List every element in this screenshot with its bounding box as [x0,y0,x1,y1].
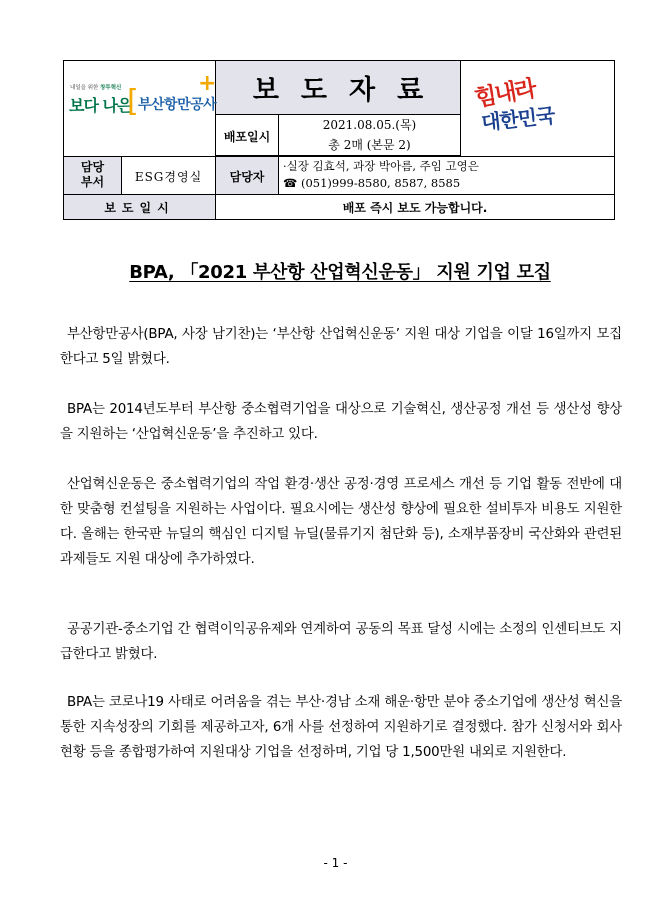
contact-label-cell [216,156,279,194]
press-release-title: 보도자료 [252,75,446,106]
embargo-value-cell [216,194,615,219]
article-headline: BPA, 「2021 부산항 산업혁신운동」 지원 기업 모집 [129,262,551,283]
article-paragraph-2: BPA는 2014년도부터 부산항 중소협력기업을 대상으로 기술혁신, 생산공정 개선 등 생산성 향상을 지원하는 ‘산업혁신운동’을 추진하고 있다. [60,402,622,442]
page-number: - 1 - [323,856,348,870]
dept-value: ESG경영실 [134,169,203,184]
embargo-value: 배포 즉시 보도 가능합니다. [342,201,488,215]
distribution-date-cell [279,115,461,157]
logo-tagline: 내일을 위한 창투혁신 [70,85,122,91]
embargo-label-cell [64,194,216,219]
logo-org-name: 부산항만공사 [138,97,217,113]
page-count: 총 2매 (본문 2) [328,138,411,152]
article-paragraph-4: 공공기관-중소기업 간 협력이익공유제와 연계하여 공동의 목표 달성 시에는 소정의 인센티브도 지급한다고 밝혔다. [60,622,622,662]
distribution-date-label-cell [216,115,279,157]
logo-brand-main: 보다 나은 [69,96,132,115]
dept-label-cell [64,156,122,194]
contact-people: ·실장 김효석, 과장 박아름, 주임 고영은 [283,159,479,174]
phone-icon: ☎ [283,176,298,191]
logo-plus-icon: + [198,71,217,96]
contact-phone-line [283,175,614,192]
contact-label: 담당자 [229,169,265,184]
article-paragraph-5: BPA는 코로나19 사태로 어려움을 겪는 부산·경남 소재 해운·항만 분야 중소기업에 생산성 혁신을 통한 지속성장의 기회를 제공하고자, 6개 사를 선정하여 지원하기로 결정했다. 참가 신청서와 회사현황 등을 종합평가하여 지원대상 기업을 선정하며, 기업 당 1,500만원 내외로 지원한다. [60,695,622,760]
slogan-line1: 힘내라 [472,75,537,113]
slogan-line2: 대한민국 [480,103,556,135]
press-release-header-table [63,60,615,220]
logo-bracket-icon: [ [127,84,139,119]
dept-label: 담당 부서 [80,160,105,189]
embargo-label: 보도일시 [104,201,175,215]
contact-cell [279,156,615,194]
distribution-date-label: 배포일시 [223,129,271,144]
press-release-title-cell [216,61,461,115]
article-paragraph-3: 산업혁신운동은 중소협력기업의 작업 환경·생산 공정·경영 프로세스 개선 등 기업 활동 전반에 대한 맞춤형 컨설팅을 지원하는 사업이다. 필요시에는 생산성 향상에 필요한 설비투자 비용도 지원한다. 올해는 한국판 뉴딜의 핵심인 디지털 뉴딜(물류기지 첨단화 등), 소재부품장비 국산화와 관련된 과제들도 지원 대상에 추가하였다. [60,477,622,567]
distribution-date: 2021.08.05.(목) [322,118,417,132]
slogan-logo [461,61,615,157]
contact-phone: (051)999-8580, 8587, 8585 [297,176,461,191]
dept-value-cell [122,156,216,194]
bpa-logo [64,61,216,157]
article-paragraph-1: 부산항만공사(BPA, 사장 남기찬)는 ‘부산항 산업혁신운동’ 지원 대상 기업을 이달 16일까지 모집한다고 5일 밝혔다. [60,327,622,367]
